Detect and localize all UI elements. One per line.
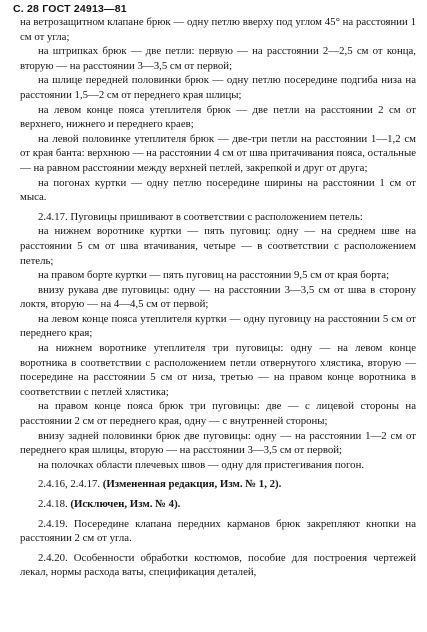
paragraph: на правом конце пояса брюк три пуговицы: две — с лицевой стороны на расстоянии 2 см от переднего края, одну — с внутренней стороны; bbox=[20, 400, 416, 428]
paragraph: 2.4.17. Пуговицы пришивают в соответствии с расположением петель: bbox=[38, 210, 363, 223]
paragraph bbox=[20, 497, 416, 512]
paragraph: на полочках области плечевых швов — одну для пристегивания погон. bbox=[38, 458, 365, 471]
document-body bbox=[20, 15, 416, 580]
paragraph: внизу рукава две пуговицы: одну — на расстоянии 3—3,5 см от шва в сторону локтя, вторую — на 4—4,5 см от первой; bbox=[20, 283, 416, 311]
paragraph: на погонах куртки — одну петлю посередине ширины на расстоянии 1 см от мыса. bbox=[20, 176, 416, 204]
paragraph-number: 2.4.16, 2.4.17. bbox=[38, 478, 103, 491]
paragraph-number: 2.4.18. bbox=[38, 498, 71, 510]
paragraph: на левом конце пояса утеплителя брюк — две петли на расстоянии 2 см от верхнего, нижнего и переднего краев; bbox=[20, 103, 416, 131]
paragraph: внизу задней половинки брюк две пуговицы: одну — на расстоянии 1—2 см от переднего края шлицы, вторую — на расстоянии 3—3,5 см от первой; bbox=[20, 429, 416, 457]
paragraph: на нижнем воротнике куртки — пять пуговиц: одну — на среднем шве на расстоянии 5 см от шва втачивания, четыре — в соответствии с расположением петель; bbox=[20, 225, 416, 267]
paragraph-bold-note: (Исключен, Изм. № 4). bbox=[70, 498, 181, 510]
paragraph: на правом борте куртки — пять пуговиц на расстоянии 9,5 см от края борта; bbox=[38, 269, 390, 282]
paragraph: 2.4.19. Посередине клапана передних карманов брюк закрепляют кнопки на расстоянии 2 см от угла. bbox=[20, 517, 416, 545]
paragraph: 2.4.20. Особенности обработки костюмов, пособие для построения чертежей лекал, нормы расхода ваты, спецификация деталей, bbox=[20, 551, 416, 579]
paragraph: на левой половинке утеплителя брюк — две-три петли на расстоянии 1—1,2 см от края банта: верхнюю — на расстоянии 4 см от шва притачивания пояса, остальные — на равном расстоянии между верхней петлей, закрепкой и друг от друга; bbox=[20, 132, 416, 174]
paragraph bbox=[20, 477, 416, 492]
paragraph: на ветрозащитном клапане брюк — одну петлю вверху под углом 45° на расстоянии 1 см от угла; bbox=[20, 16, 416, 43]
paragraph-bold-note: (Измененная редакция, Изм. № 1, 2). bbox=[102, 478, 282, 491]
paragraph: на штрипках брюк — две петли: первую — на расстоянии 2—2,5 см от конца, вторую — на расстоянии 3—3,5 см от первой; bbox=[20, 45, 416, 72]
paragraph: на левом конце пояса утеплителя куртки — одну пуговицу на расстоянии 5 см от переднего края; bbox=[20, 312, 416, 340]
paragraph: на шлице передней половинки брюк — одну петлю посередине подгиба низа на расстоянии 1,5—2 см от переднего края шлицы; bbox=[20, 74, 416, 101]
paragraph: на нижнем воротнике утеплителя три пуговицы: одну — на левом конце воротника в соответствии с расположением петли отвернутого хлястика, вторую — посередине на расстоянии 5 см от низа, третью — на правом конце воротника в соответствии с петлей хлястика; bbox=[20, 342, 416, 398]
page-header: С. 28 ГОСТ 24913—81 bbox=[13, 3, 127, 15]
